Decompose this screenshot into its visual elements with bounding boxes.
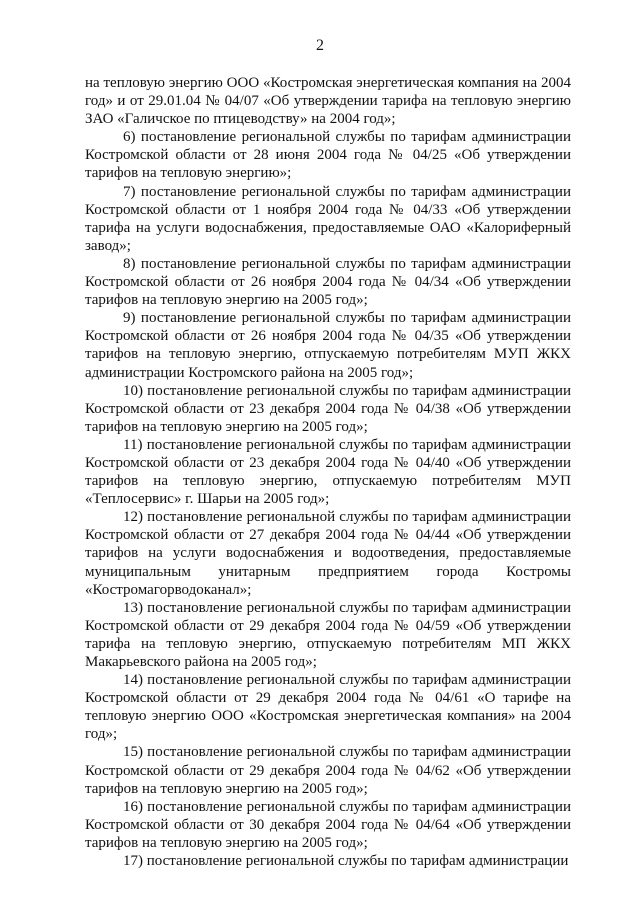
list-item-17: 17) постановление региональной службы по тарифам администрации (123, 853, 569, 870)
list-item-13: 13) постановление региональной службы по тарифам администрации Костромской области от 29 декабря 2004 года № 04/59 «Об утверждении тарифа на тепловую энергию, отпускаемую потребителям МП ЖКХ Макарьевского района на 2005 год»; (85, 599, 571, 670)
paragraph-continuation: на тепловую энергию ООО «Костромская энергетическая компания на 2004 год» и от 29.01.04 № 04/07 «Об утверждении тарифа на тепловую энергию ЗАО «Галичское по птицеводству» на 2004 год»; (85, 75, 571, 128)
list-item-10: 10) постановление региональной службы по тарифам администрации Костромской области от 23 декабря 2004 года № 04/38 «Об утверждении тарифов на тепловую энергию на 2005 год»; (85, 382, 571, 435)
list-item-14: 14) постановление региональной службы по тарифам администрации Костромской области от 29 декабря 2004 года № 04/61 «О тарифе на тепловую энергию ООО «Костромская энергетическая компания» на 2004 год»; (85, 672, 571, 743)
list-item-11: 11) постановление региональной службы по тарифам администрации Костромской области от 23 декабря 2004 года № 04/40 «Об утверждении тарифов на тепловую энергию, отпускаемую потребителям МУП «Теплосервис» г. Шарьи на 2005 год»; (85, 436, 571, 508)
list-item-8: 8) постановление региональной службы по тарифам администрации Костромской области от 26 ноября 2004 года № 04/34 «Об утверждении тарифов на тепловую энергию на 2005 год»; (85, 255, 571, 309)
list-item-16: 16) постановление региональной службы по тарифам администрации Костромской области от 30 декабря 2004 года № 04/64 «Об утверждении тарифов на тепловую энергию на 2005 год»; (85, 798, 571, 851)
list-item-6: 6) постановление региональной службы по тарифам администрации Костромской области от 28 июня 2004 года № 04/25 «Об утверждении тарифов на тепловую энергию»; (85, 129, 571, 182)
list-item-15: 15) постановление региональной службы по тарифам администрации Костромской области от 29 декабря 2004 года № 04/62 «Об утверждении тарифов на тепловую энергию на 2005 год»; (85, 744, 571, 797)
list-item-7: 7) постановление региональной службы по тарифам администрации Костромской области от 1 ноября 2004 года № 04/33 «Об утверждении тарифа на услуги водоснабжения, предоставляемые ОАО «Калориферный завод»; (85, 183, 571, 254)
document-body (85, 74, 571, 870)
list-item-12: 12) постановление региональной службы по тарифам администрации Костромской области от 27 декабря 2004 года № 04/44 «Об утверждении тарифов на услуги водоснабжения и водоотведения, предоставляемые муниципальным унитарным предприятием города Костромы «Костромагорводоканал»; (85, 509, 571, 598)
list-item-9: 9) постановление региональной службы по тарифам администрации Костромской области от 26 ноября 2004 года № 04/35 «Об утверждении тарифов на тепловую энергию, отпускаемую потребителям МУП ЖКХ администрации Костромского района на 2005 год»; (85, 310, 571, 381)
page-number: 2 (316, 37, 324, 54)
